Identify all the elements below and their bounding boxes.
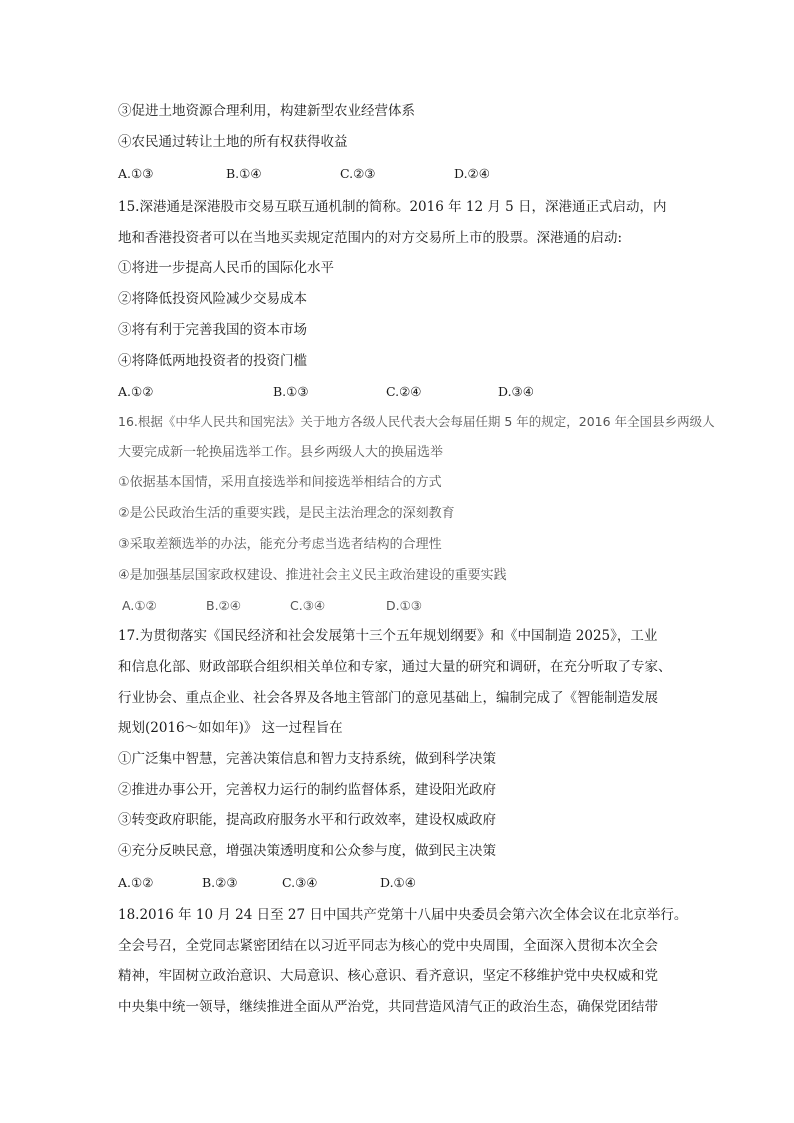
q18-stem-line-1: 18.2016 年 10 月 24 日至 27 日中国共产党第十八届中央委员会第六次全体会议在北京举行。 — [118, 907, 688, 923]
q17-answer-b: B.②③ — [202, 875, 238, 890]
q15-answer-b: B.①③ — [273, 384, 309, 399]
q17-stem-line-2: 和信息化部、财政部联合组织相关单位和专家，通过大量的研究和调研，在充分听取了专家、 — [118, 659, 672, 675]
q15-stem-line-2: 地和香港投资者可以在当地买卖规定范围内的对方交易所上市的股票。深港通的启动: — [118, 230, 623, 246]
q17-option-1: ①广泛集中智慧，完善决策信息和智力支持系统，做到科学决策 — [118, 751, 496, 767]
q18-stem-line-3: 精神，牢固树立政治意识、大局意识、核心意识、看齐意识，坚定不移维护党中央权威和党 — [118, 968, 658, 984]
q15-option-2: ②将降低投资风险减少交易成本 — [118, 291, 307, 307]
q17-answer-d: D.①④ — [380, 875, 416, 890]
q17-answer-c: C.③④ — [282, 875, 318, 890]
q15-stem-line-1: 15.深港通是深港股市交易互联互通机制的简称。2016 年 12 月 5 日，深港通正式启动，内 — [118, 199, 667, 215]
q17-answer-a: A.①② — [118, 875, 154, 890]
q15-answer-c: C.②④ — [386, 384, 422, 399]
q16-answer-d: D.①③ — [386, 598, 423, 613]
q16-option-2: ②是公民政治生活的重要实践，是民主法治理念的深刻教育 — [118, 506, 455, 521]
q17-option-4: ④充分反映民意，增强决策透明度和公众参与度，做到民主决策 — [118, 843, 496, 859]
q15-answer-d: D.③④ — [498, 384, 534, 399]
q17-option-3: ③转变政府职能，提高政府服务水平和行政效率，建设权威政府 — [118, 812, 496, 828]
q14-answer-d: D.②④ — [454, 166, 490, 181]
q17-stem-line-4: 规划(2016～如如年)》 这一过程旨在 — [118, 720, 343, 736]
q17-option-2: ②推进办事公开，完善权力运行的制约监督体系，建设阳光政府 — [118, 782, 496, 798]
q16-option-3: ③采取差额选举的办法，能充分考虑当选者结构的合理性 — [118, 537, 442, 552]
q15-answer-a: A.①② — [118, 384, 154, 399]
q16-option-4: ④是加强基层国家政权建设、推进社会主义民主政治建设的重要实践 — [118, 568, 507, 583]
q16-option-1: ①依据基本国情，采用直接选举和间接选举相结合的方式 — [118, 475, 442, 490]
q16-answer-c: C.③④ — [290, 598, 326, 613]
q15-option-3: ③将有利于完善我国的资本市场 — [118, 322, 307, 338]
q16-answer-b: B.②④ — [206, 598, 241, 613]
q14-answer-b: B.①④ — [226, 166, 262, 181]
q14-option-3: ③促进土地资源合理利用，构建新型农业经营体系 — [118, 103, 415, 119]
q16-answer-a: A.①② — [122, 598, 157, 613]
q14-option-4: ④农民通过转让土地的所有权获得收益 — [118, 134, 348, 150]
q17-stem-line-1: 17.为贯彻落实《国民经济和社会发展第十三个五年规划纲要》和《中国制造 2025》，工业 — [118, 628, 658, 644]
q18-stem-line-2: 全会号召，全党同志紧密团结在以习近平同志为核心的党中央周围，全面深入贯彻本次全会 — [118, 938, 658, 954]
q17-stem-line-3: 行业协会、重点企业、社会各界及各地主管部门的意见基础上，编制完成了《智能制造发展 — [118, 690, 658, 706]
q15-option-4: ④将降低两地投资者的投资门槛 — [118, 353, 307, 369]
q18-stem-line-4: 中央集中统一领导，继续推进全面从严治党，共同营造风清气正的政治生态，确保党团结带 — [118, 999, 658, 1015]
q16-stem-line-2: 大要完成新一轮换届选举工作。县乡两级人大的换届选举 — [118, 445, 444, 460]
q14-answer-c: C.②③ — [340, 166, 376, 181]
q16-stem-line-1: 16.根据《中华人民共和国宪法》关于地方各级人民代表大会每届任期 5 年的规定，2016 年全国县乡两级人 — [118, 414, 715, 429]
q15-option-1: ①将进一步提高人民币的国际化水平 — [118, 260, 334, 276]
q14-answer-a: A.①③ — [118, 166, 154, 181]
